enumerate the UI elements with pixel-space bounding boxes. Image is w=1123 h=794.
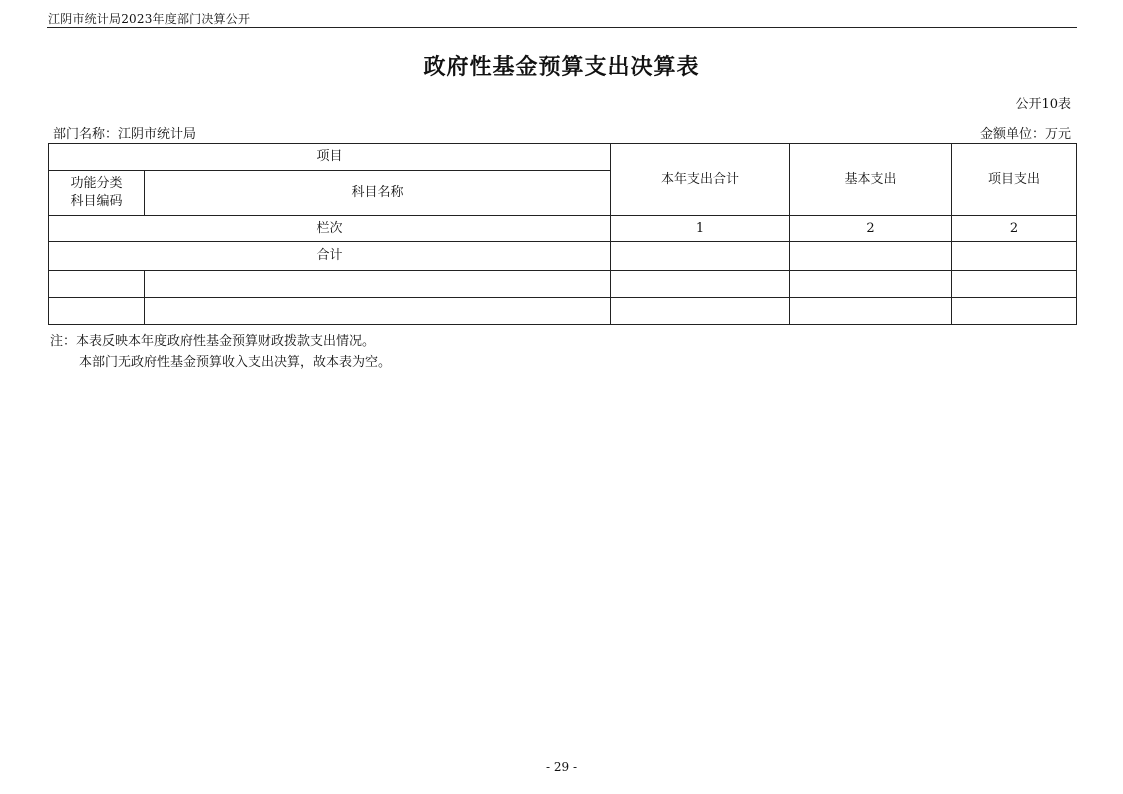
subject-name-header: 科目名称 [145, 171, 611, 216]
page-number: - 29 - [545, 760, 577, 774]
table-cell [49, 271, 145, 298]
project-expenditure-header: 项目支出 [952, 144, 1077, 216]
total-expenditure-header: 本年支出合计 [611, 144, 790, 216]
column-number-cell: 1 [611, 216, 790, 242]
department-name: 部门名称：江阴市统计局 [53, 127, 197, 142]
table-row [49, 298, 1077, 325]
table-row [49, 271, 1077, 298]
column-number-cell: 2 [790, 216, 952, 242]
column-number-cell: 2 [952, 216, 1077, 242]
form-number: 公开10表 [1015, 97, 1071, 112]
table-cell [952, 271, 1077, 298]
table-cell [145, 298, 611, 325]
table-cell [790, 271, 952, 298]
table-header-row [49, 144, 1077, 171]
table-cell [49, 298, 145, 325]
table-note: 注：本表反映本年度政府性基金预算财政拨款支出情况。 [50, 334, 376, 349]
function-code-header-line1: 功能分类 [70, 176, 123, 191]
table-note: 本部门无政府性基金预算收入支出决算，故本表为空。 [79, 355, 392, 370]
total-cell [790, 242, 952, 271]
function-code-header-line2: 科目编码 [70, 194, 123, 209]
header-rule [47, 27, 1077, 28]
amount-unit: 金额单位：万元 [979, 127, 1071, 142]
expenditure-table [48, 143, 1077, 325]
column-number-row [49, 216, 1077, 242]
table-cell [952, 298, 1077, 325]
page-title: 政府性基金预算支出决算表 [423, 55, 700, 80]
table-cell [145, 271, 611, 298]
column-number-label: 栏次 [49, 216, 611, 242]
total-row [49, 242, 1077, 271]
function-code-header [49, 171, 145, 216]
total-cell [952, 242, 1077, 271]
table-cell [790, 298, 952, 325]
basic-expenditure-header: 基本支出 [790, 144, 952, 216]
table-cell [611, 298, 790, 325]
total-cell [611, 242, 790, 271]
table-cell [611, 271, 790, 298]
total-label: 合计 [49, 242, 611, 271]
running-header: 江阴市统计局2023年度部门决算公开 [48, 12, 251, 26]
item-group-header: 项目 [49, 144, 611, 171]
